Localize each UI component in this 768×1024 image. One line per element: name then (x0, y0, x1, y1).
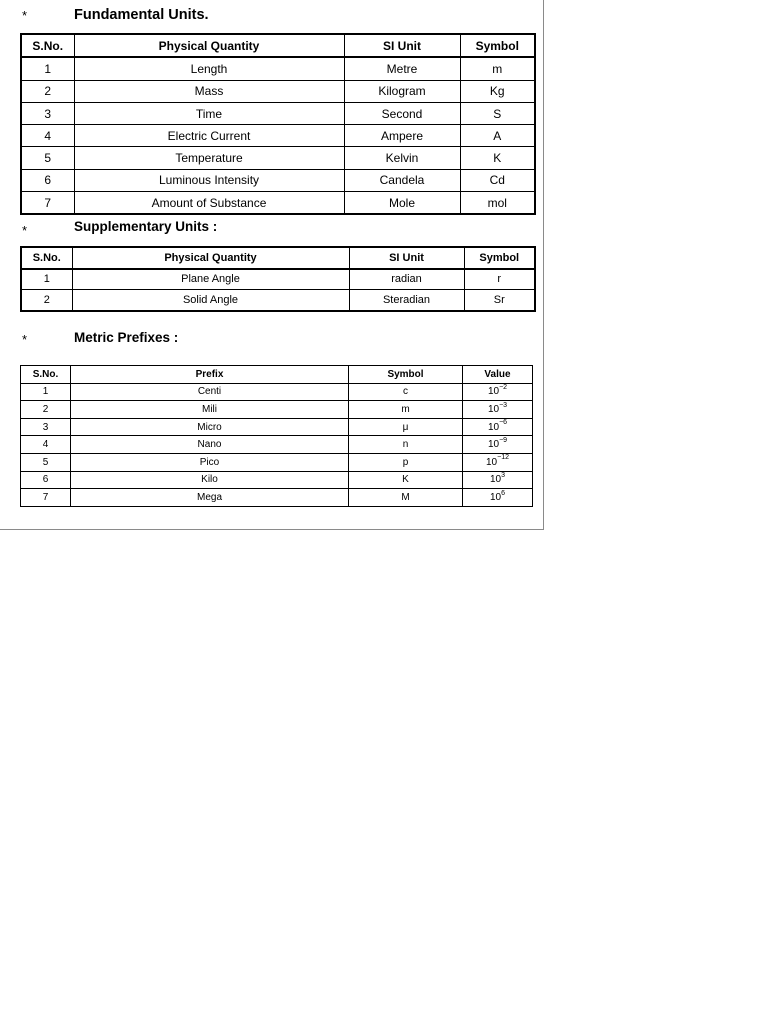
sno-cell: 1 (21, 57, 74, 80)
table-row (21, 489, 533, 507)
symbol-cell: m (349, 401, 463, 419)
quantity-cell: Time (74, 102, 344, 124)
value-base: 10 (489, 474, 502, 486)
value-base: 10 (486, 456, 498, 468)
section-heading: Metric Prefixes : (74, 330, 179, 345)
supplementary-units-table (20, 246, 536, 312)
metric-prefixes-table (20, 365, 533, 507)
quantity-cell: Temperature (74, 147, 344, 169)
table-row (21, 401, 533, 419)
quantity-cell: Luminous Intensity (74, 169, 344, 191)
symbol-cell: K (349, 471, 463, 489)
column-header: Value (463, 366, 533, 384)
quantity-cell: Electric Current (74, 125, 344, 147)
unit-cell: radian (349, 269, 464, 290)
column-header: Symbol (349, 366, 463, 384)
quantity-cell: Plane Angle (72, 269, 349, 290)
section-heading: Supplementary Units : (74, 219, 218, 234)
bullet-marker: * (22, 332, 28, 347)
quantity-cell: Amount of Substance (74, 192, 344, 215)
symbol-cell: r (464, 269, 535, 290)
table-row (21, 169, 535, 191)
column-header: Physical Quantity (72, 247, 349, 269)
value-exponent: 6 (501, 489, 506, 497)
value-base: 10 (487, 439, 500, 451)
quantity-cell: Solid Angle (72, 290, 349, 311)
table-row (21, 102, 535, 124)
column-header: S.No. (21, 247, 72, 269)
value-base: 10 (489, 491, 502, 503)
sno-cell: 2 (21, 80, 74, 102)
column-header: Physical Quantity (74, 34, 344, 57)
prefix-cell: Centi (71, 383, 349, 401)
sno-cell: 3 (21, 418, 71, 436)
symbol-cell: Kg (460, 80, 535, 102)
value-cell (463, 436, 533, 454)
value-cell (463, 383, 533, 401)
table-row (21, 147, 535, 169)
prefix-cell: Kilo (71, 471, 349, 489)
table-header-row (21, 366, 533, 384)
column-header: SI Unit (344, 34, 460, 57)
sno-cell: 2 (21, 401, 71, 419)
value-cell (463, 489, 533, 507)
column-header: S.No. (21, 34, 74, 57)
symbol-cell: A (460, 125, 535, 147)
prefix-cell: Nano (71, 436, 349, 454)
value-exponent: −3 (499, 401, 508, 409)
quantity-cell: Length (74, 57, 344, 80)
symbol-cell: p (349, 453, 463, 471)
unit-cell: Kelvin (344, 147, 460, 169)
symbol-cell: K (460, 147, 535, 169)
value-exponent: −2 (499, 384, 508, 392)
table-row (21, 290, 535, 311)
sno-cell: 5 (21, 453, 71, 471)
sno-cell: 1 (21, 383, 71, 401)
prefix-cell: Micro (71, 418, 349, 436)
document-page (0, 0, 544, 530)
symbol-cell: m (460, 57, 535, 80)
prefix-cell: Mega (71, 489, 349, 507)
unit-cell: Ampere (344, 125, 460, 147)
sno-cell: 1 (21, 269, 72, 290)
symbol-cell: mol (460, 192, 535, 215)
sno-cell: 6 (21, 169, 74, 191)
symbol-cell: M (349, 489, 463, 507)
unit-cell: Candela (344, 169, 460, 191)
prefix-cell: Mili (71, 401, 349, 419)
symbol-cell: Sr (464, 290, 535, 311)
sno-cell: 7 (21, 192, 74, 215)
value-cell (463, 453, 533, 471)
value-exponent: −9 (499, 436, 508, 444)
value-cell (463, 418, 533, 436)
column-header: SI Unit (349, 247, 464, 269)
table-header-row (21, 34, 535, 57)
table-row (21, 125, 535, 147)
table-row (21, 269, 535, 290)
value-cell (463, 401, 533, 419)
table-row (21, 418, 533, 436)
table-row (21, 453, 533, 471)
table-row (21, 192, 535, 215)
section-heading: Fundamental Units. (74, 7, 209, 23)
quantity-cell: Mass (74, 80, 344, 102)
symbol-cell: Cd (460, 169, 535, 191)
table-row (21, 383, 533, 401)
value-exponent: 3 (501, 472, 506, 480)
value-base: 10 (487, 421, 500, 433)
sno-cell: 7 (21, 489, 71, 507)
sno-cell: 3 (21, 102, 74, 124)
symbol-cell: S (460, 102, 535, 124)
column-header: Prefix (71, 366, 349, 384)
symbol-cell: c (349, 383, 463, 401)
table-row (21, 471, 533, 489)
bullet-marker: * (22, 223, 28, 238)
column-header: S.No. (21, 366, 71, 384)
sno-cell: 2 (21, 290, 72, 311)
unit-cell: Steradian (349, 290, 464, 311)
unit-cell: Metre (344, 57, 460, 80)
unit-cell: Mole (344, 192, 460, 215)
value-exponent: −12 (497, 454, 509, 462)
symbol-cell: n (349, 436, 463, 454)
symbol-cell: μ (349, 418, 463, 436)
sno-cell: 4 (21, 436, 71, 454)
fundamental-units-table (20, 33, 536, 215)
value-base: 10 (487, 386, 500, 398)
bullet-marker: * (22, 8, 28, 23)
value-base: 10 (487, 403, 500, 415)
sno-cell: 4 (21, 125, 74, 147)
table-row (21, 80, 535, 102)
sno-cell: 6 (21, 471, 71, 489)
prefix-cell: Pico (71, 453, 349, 471)
value-exponent: −6 (499, 419, 508, 427)
unit-cell: Second (344, 102, 460, 124)
value-cell (463, 471, 533, 489)
sno-cell: 5 (21, 147, 74, 169)
table-row (21, 57, 535, 80)
unit-cell: Kilogram (344, 80, 460, 102)
table-row (21, 436, 533, 454)
column-header: Symbol (460, 34, 535, 57)
table-header-row (21, 247, 535, 269)
column-header: Symbol (464, 247, 535, 269)
